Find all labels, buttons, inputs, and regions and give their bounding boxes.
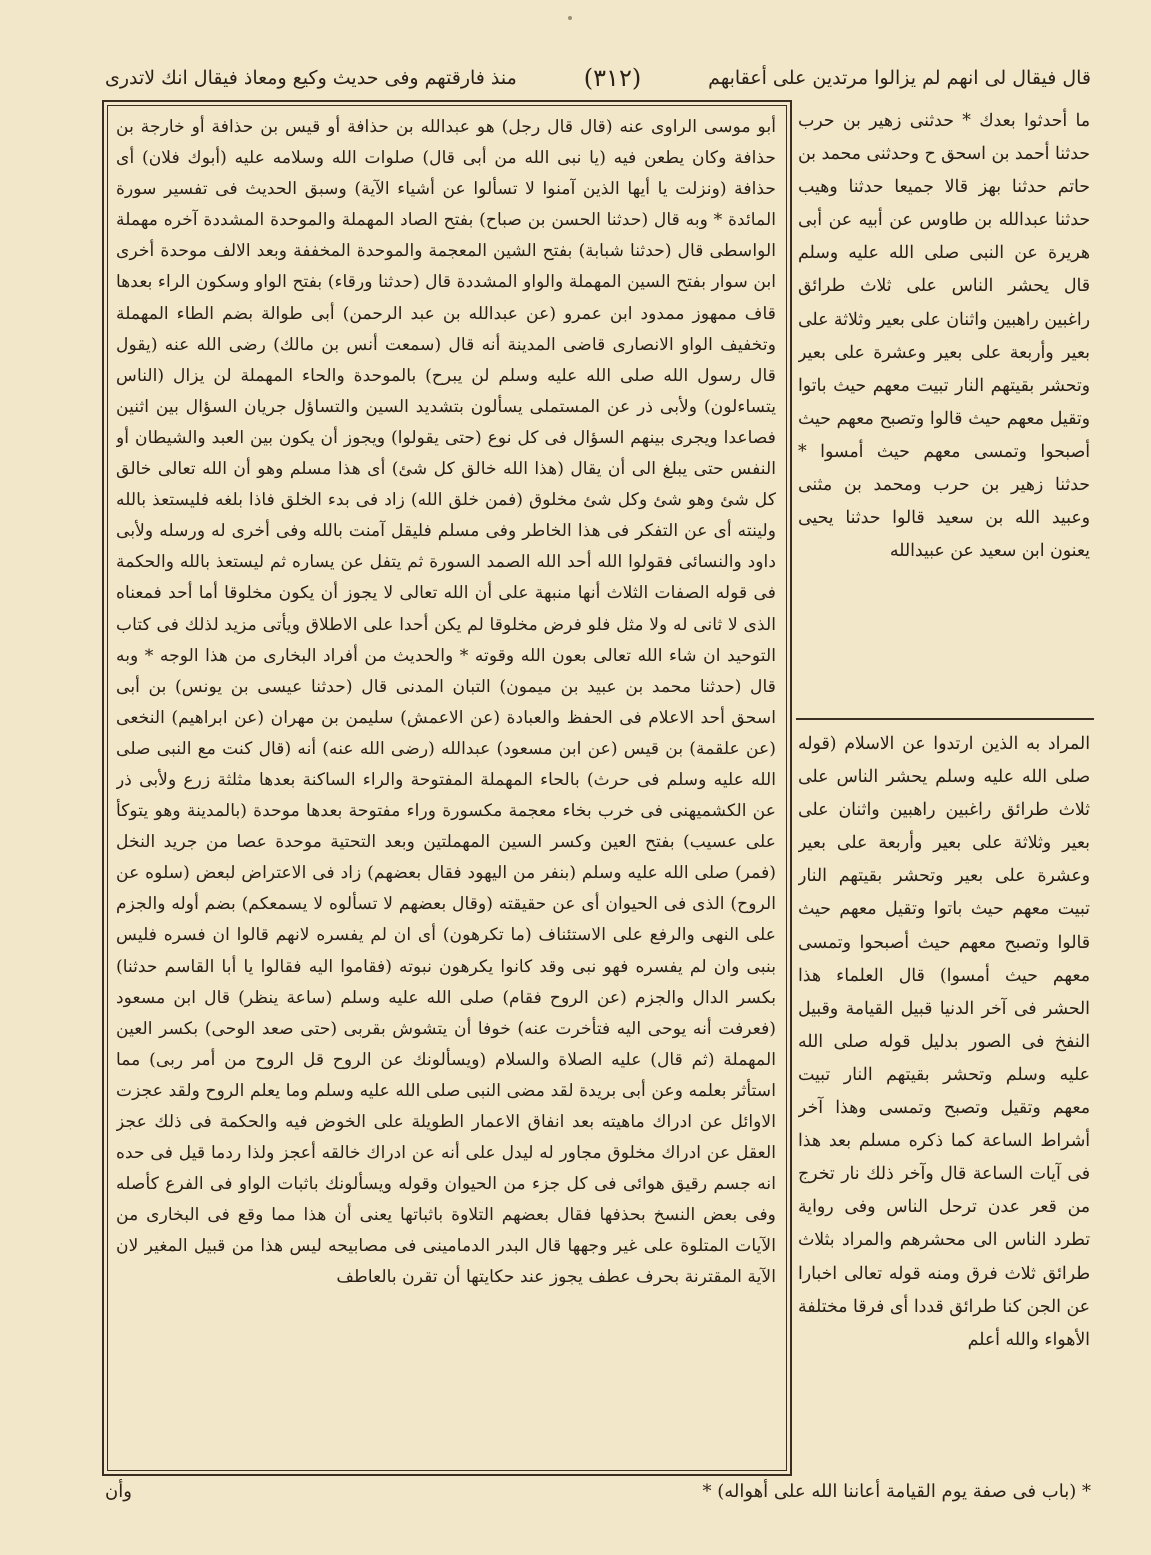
page-footer [105, 1473, 1091, 1509]
margin-hadith-text: ما أحدثوا بعدك * حدثنى زهير بن حرب حدثنا أحمد بن اسحق ح وحدثنى محمد بن حاتم حدثنا بهز قالا جميعا حدثنا وهيب حدثنا عبدالله بن طاوس عن أبيه عن أبى هريرة عن النبى صلى الله عليه وسلم قال يحشر الناس على ثلاث طرائق راغبين راهبين واثنان على بعير وثلاثة على بعير وأربعة على بعير وعشرة على بعير وتحشر بقيتهم النار تبيت معهم حيث باتوا وتقيل معهم حيث قالوا وتصبح معهم حيث أصبحوا وتمسى معهم حيث أمسوا * حدثنا زهير بن حرب ومحمد بن مثنى وعبيد الله بن سعيد قالوا حدثنا يحيى يعنون ابن سعيد عن عبيدالله [798, 111, 1090, 562]
page-number: (٣١٢) [583, 64, 642, 92]
header-left-text: منذ فارقتهم وفى حديث وكيع ومعاذ فيقال انك لاتدرى [105, 67, 517, 89]
commentary-main-text: أبو موسى الراوى عنه (قال قال رجل) هو عبدالله بن حذافة أو قيس بن حذافة أو خارجة بن حذافة وكان يطعن فيه (يا نبى الله من أبى قال) صلوات الله وسلامه عليه (أبوك فلان) أى حذافة (ونزلت يا أيها الذين آمنوا لا تسألوا عن أشياء الآية) وسبق الحديث فى تفسير سورة المائدة * وبه قال (حدثنا الحسن بن صباح) بفتح الصاد المهملة والموحدة المشددة آخره مهملة الواسطى قال (حدثنا شبابة) بفتح الشين المعجمة والموحدة المخففة وبعد الالف موحدة أخرى ابن سوار بفتح السين المهملة والواو المشددة قال (حدثنا ورقاء) بفتح الواو وسكون الراء بعدها قاف ممهوز ممدود ابن عمرو (عن عبدالله بن عبد الرحمن) أبى طوالة بضم الطاء المهملة وتخفيف الواو الانصارى قاضى المدينة أنه قال (سمعت أنس بن مالك) رضى الله عنه (يقول قال رسول الله صلى الله عليه وسلم لن يبرح) بالموحدة والحاء المهملة لن يزال (الناس يتساءلون) ولأبى ذر عن المستملى يسألون بتشديد السين والتساؤل جريان السؤال بين اثنين فصاعدا ويجرى بينهم السؤال فى كل نوع (حتى يقولوا) ويجوز أن يكون بين العبد والشيطان أو النفس حتى يبلغ الى أن يقال (هذا الله خالق كل شئ) أى هذا مسلم وهو أن الله تعالى خالق كل شئ وهو شئ وكل شئ مخلوق (فمن خلق الله) زاد فى بدء الخلق فاذا بلغه فليستعذ بالله ولينته أى عن التفكر فى هذا الخاطر وفى مسلم فليقل آمنت بالله وفى أخرى له ورسله ولأبى داود والنسائى فقولوا الله أحد الله الصمد السورة ثم يتفل عن يساره ثم ليستعذ بالله والحكمة فى قوله الصفات الثلاث أنها منبهة على أن الله تعالى لا يجوز أن يكون مخلوقا أما أحد فمعناه الذى لا ثانى له ولا مثل فلو فرض مخلوقا لم يكن أحدا على الاطلاق ويأتى مزيد لذلك فى كتاب التوحيد ان شاء الله تعالى بعون الله وقوته * والحديث من أفراد البخارى من هذا الوجه * وبه قال (حدثنا محمد بن عبيد بن ميمون) التبان المدنى قال (حدثنا عيسى بن يونس) بن أبى اسحق أحد الاعلام فى الحفظ والعبادة (عن الاعمش) سليمن بن مهران (عن ابراهيم) النخعى (عن علقمة) بن قيس (عن ابن مسعود) عبدالله (رضى الله عنه) أنه (قال كنت مع النبى صلى الله عليه وسلم فى حرث) بالحاء المهملة المفتوحة والراء الساكنة بعدها مثلثة زرع ولأبى ذر عن الكشميهنى فى خرب بخاء معجمة مكسورة وراء مفتوحة بعدها موحدة (بالمدينة وهو يتوكأ على عسيب) بفتح العين وكسر السين المهملتين وبعد التحتية موحدة عصا من جريد النخل (فمر) صلى الله عليه وسلم (بنفر من اليهود فقال بعضهم) زاد فى الاعتراض لبعض (سلوه عن الروح) الذى فى الحيوان أى عن حقيقته (وقال بعضهم لا تسألوه لا يسمعكم) بضم أوله والجزم على النهى والرفع على الاستئناف (ما تكرهون) أى ان لم يفسره لانهم قالوا ان فسره فليس بنبى وان لم يفسره فهو نبى وقد كانوا يكرهون نبوته (فقاموا اليه فقالوا يا أبا القاسم حدثنا) بكسر الدال والجزم (عن الروح فقام) صلى الله عليه وسلم (ساعة ينظر) قال ابن مسعود (فعرفت أنه يوحى اليه فتأخرت عنه) خوفا أن يتشوش بقربى (حتى صعد الوحى) بكسر العين المهملة (ثم قال) عليه الصلاة والسلام (ويسألونك عن الروح قل الروح من أمر ربى) مما استأثر بعلمه وعن أبى بريدة لقد مضى النبى صلى الله عليه وسلم وما يعلم الروح ولقد عجزت الاوائل عن ادراك ماهيته بعد انفاق الاعمار الطويلة على الخوض فيه والحكمة فى ذلك عجز العقل عن ادراك مخلوق مجاور له ليدل على أنه عن ادراك خالقه أعجز ولذا ردما قيل فى حده انه جسم رقيق هوائى فى كل جزء من الحيوان وقوله ويسألونك باثبات الواو فى الفرع كأصله وفى بعض النسخ بحذفها فقال بعضهم التلاوة باثباتها يعنى أن هذا مما وقع فى البخارى من الآيات المتلوة على غير وجهها قال البدر الدمامينى فى مصابيحه ليس هذا من قبيل المغير لان الآية المقترنة بحرف عطف يجوز عند حكايتها أن تقرن بالعاطف [116, 117, 776, 1288]
running-header [105, 58, 1091, 98]
margin-divider [796, 718, 1094, 720]
page-speck [568, 16, 572, 20]
margin-commentary-text: المراد به الذين ارتدوا عن الاسلام (قوله صلى الله عليه وسلم يحشر الناس على ثلاث طرائق راغبين راهبين واثنان على بعير وثلاثة على بعير وأربعة على بعير وعشرة على بعير وتحشر بقيتهم النار تبيت معهم حيث باتوا وتقيل معهم حيث قالوا وتصبح معهم حيث أصبحوا وتمسى معهم حيث أمسوا) قال العلماء هذا الحشر فى آخر الدنيا قبيل القيامة وقبيل النفخ فى الصور بدليل قوله صلى الله عليه وسلم وتحشر بقيتهم النار تبيت معهم وتقيل وتصبح وتمسى وهذا آخر أشراط الساعة كما ذكره مسلم بعد هذا فى آيات الساعة قال وآخر ذلك نار تخرج من قعر عدن ترحل الناس وفى رواية تطرد الناس الى محشرهم والمراد بثلاث طرائق ثلاث فرق ومنه قوله تعالى اخبارا عن الجن كنا طرائق قددا أى فرقا مختلفة الأهواء والله أعلم [798, 734, 1090, 1350]
footer-catchword: وأن [105, 1480, 132, 1502]
header-right-text: قال فيقال لى انهم لم يزالوا مرتدين على أعقابهم [708, 67, 1091, 89]
footer-center-text: * (باب فى صفة يوم القيامة أعاننا الله على أهواله) * [702, 1480, 1091, 1502]
